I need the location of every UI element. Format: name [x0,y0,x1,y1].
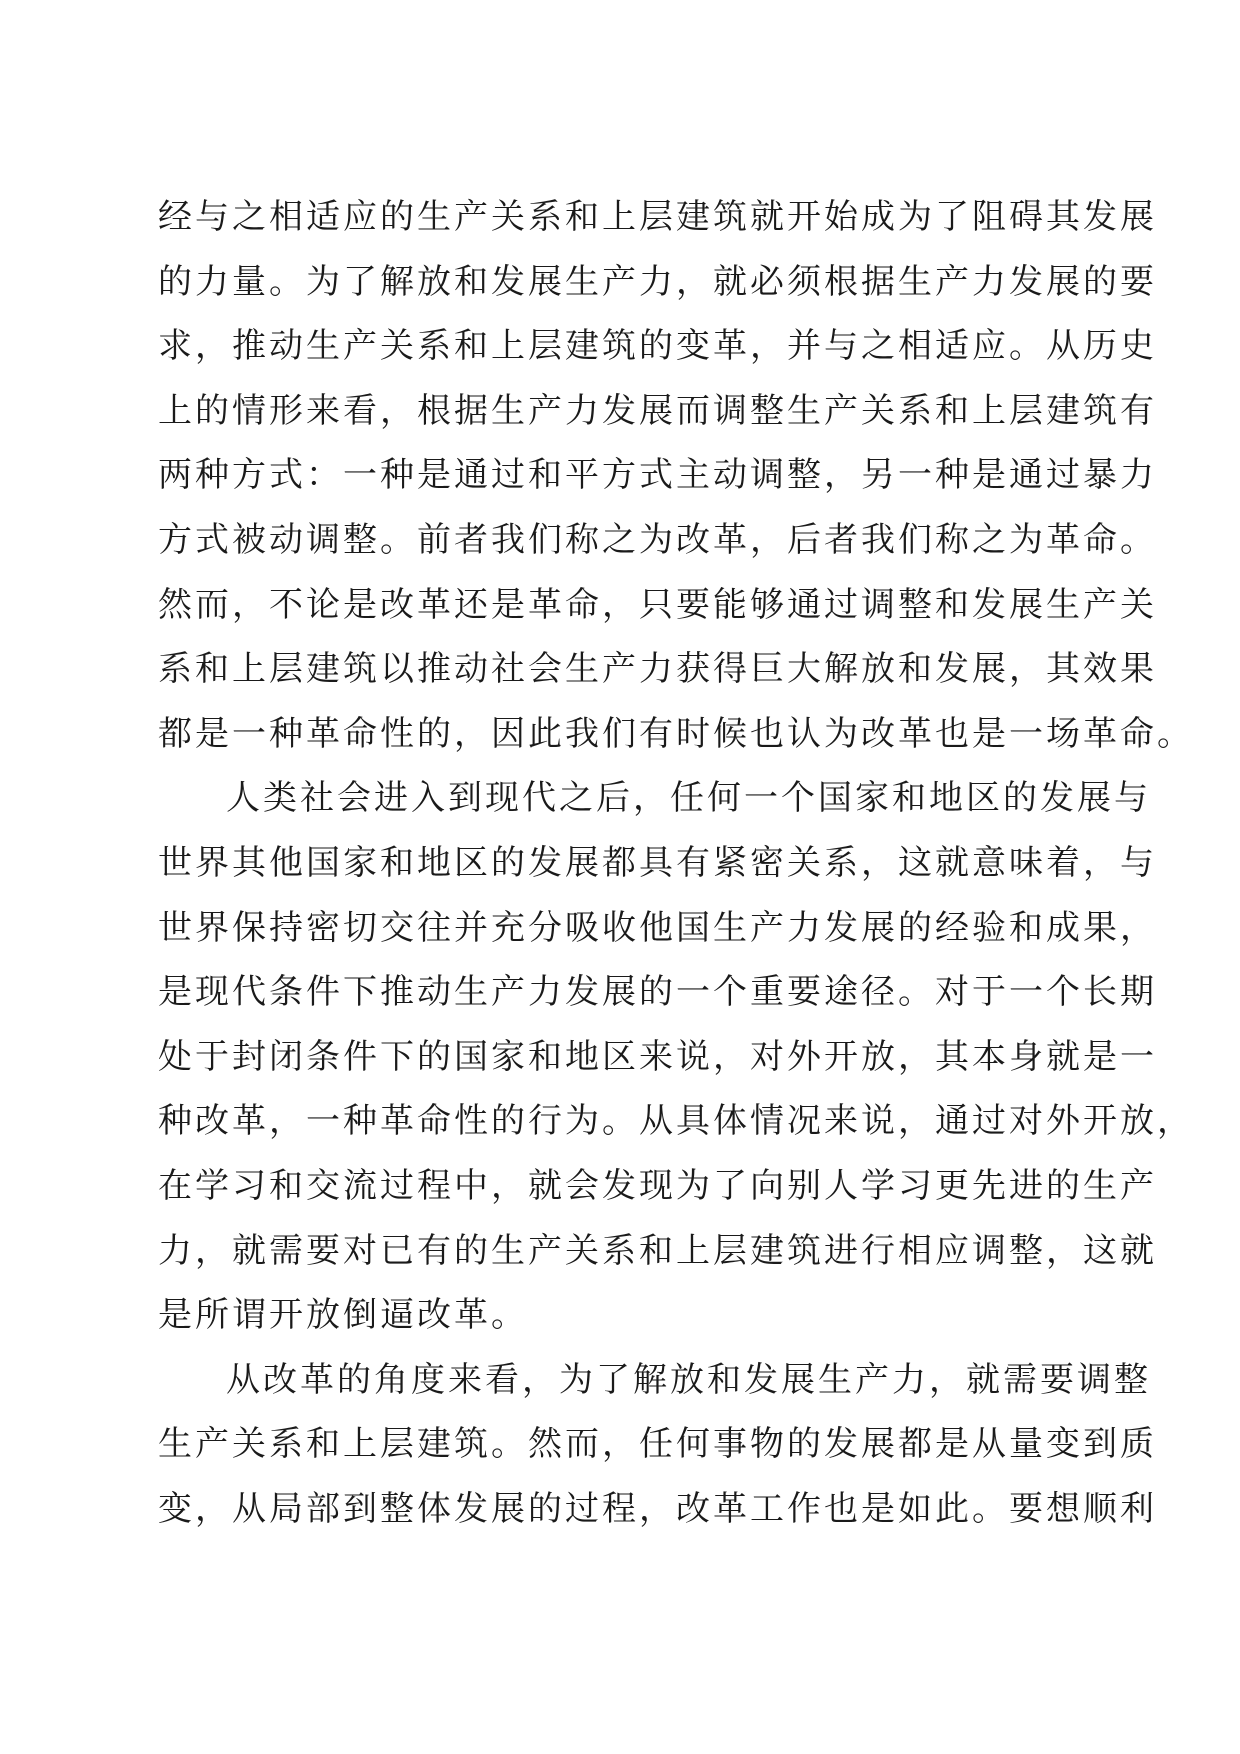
text-line: 在学习和交流过程中，就会发现为了向别人学习更先进的生产 [158,1165,1157,1206]
text-line: 变，从局部到整体发展的过程，改革工作也是如此。要想顺利 [158,1488,1157,1529]
paragraph-2 [158,766,1194,1347]
paragraph-1 [158,185,1194,766]
text-line: 的力量。为了解放和发展生产力，就必须根据生产力发展的要 [158,261,1157,302]
text-line: 是所谓开放倒逼改革。 [158,1295,528,1336]
text-line: 处于封闭条件下的国家和地区来说，对外开放，其本身就是一 [158,1036,1157,1077]
text-line: 种改革，一种革命性的行为。从具体情况来说，通过对外开放， [158,1101,1194,1142]
text-line: 方式被动调整。前者我们称之为改革，后者我们称之为革命。 [158,519,1157,560]
text-line: 求，推动生产关系和上层建筑的变革，并与之相适应。从历史 [158,326,1157,367]
paragraph-3 [158,1348,1157,1542]
text-line: 世界保持密切交往并充分吸收他国生产力发展的经验和成果， [158,907,1157,948]
text-line: 生产关系和上层建筑。然而，任何事物的发展都是从量变到质 [158,1424,1157,1465]
text-line: 两种方式：一种是通过和平方式主动调整，另一种是通过暴力 [158,455,1157,496]
text-line: 都是一种革命性的，因此我们有时候也认为改革也是一场革命。 [158,713,1194,754]
text-line: 然而，不论是改革还是革命，只要能够通过调整和发展生产关 [158,584,1157,625]
text-line: 经与之相适应的生产关系和上层建筑就开始成为了阻碍其发展 [158,197,1157,237]
text-line-indented: 人类社会进入到现代之后，任何一个国家和地区的发展与 [226,778,1151,819]
text-line: 力，就需要对已有的生产关系和上层建筑进行相应调整，这就 [158,1230,1157,1271]
text-line: 世界其他国家和地区的发展都具有紧密关系，这就意味着，与 [158,842,1157,883]
text-line: 上的情形来看，根据生产力发展而调整生产关系和上层建筑有 [158,390,1157,431]
text-line: 是现代条件下推动生产力发展的一个重要途径。对于一个长期 [158,972,1157,1013]
text-line: 系和上层建筑以推动社会生产力获得巨大解放和发展，其效果 [158,649,1157,690]
text-line-indented: 从改革的角度来看，为了解放和发展生产力，就需要调整 [226,1359,1151,1400]
body-text [158,185,1194,1541]
